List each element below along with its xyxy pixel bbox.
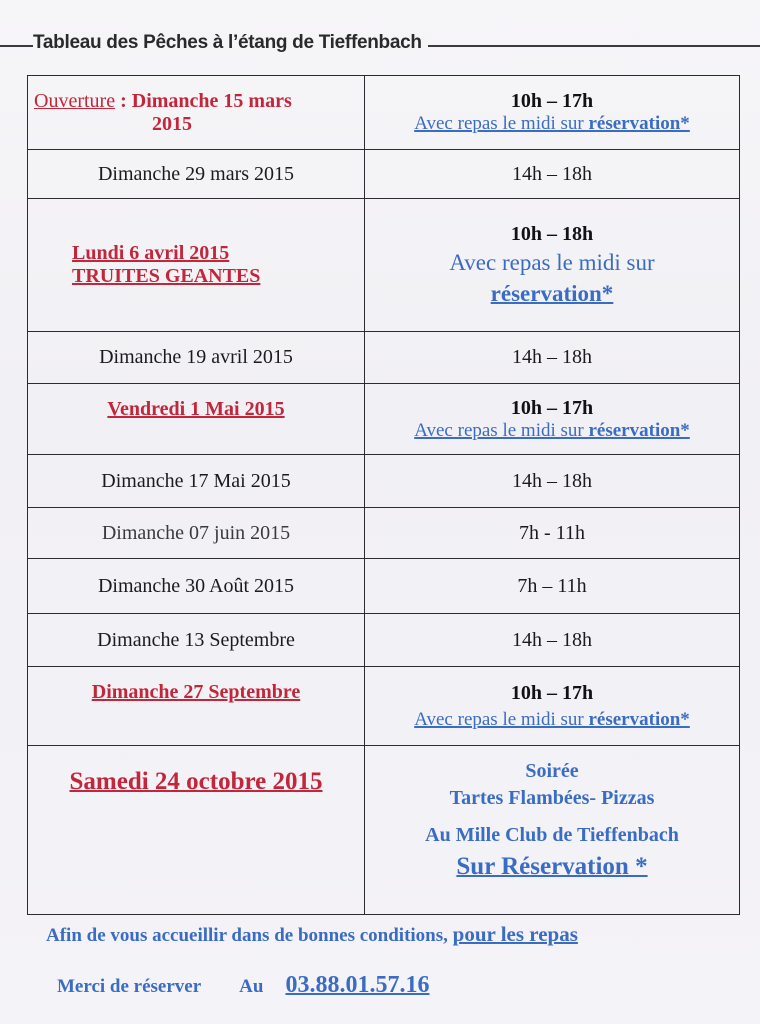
event-line: Tartes Flambées- Pizzas	[449, 787, 655, 809]
date-cell: Dimanche 29 mars 2015	[28, 150, 365, 199]
date-cell: Dimanche 13 Septembre	[28, 614, 365, 667]
footer-emphasis: pour les repas	[452, 922, 578, 946]
date-cell: Dimanche 19 avril 2015	[28, 332, 365, 384]
meal-note	[365, 709, 739, 731]
footer-line-1	[46, 922, 578, 947]
date-cell: Dimanche 30 Août 2015	[28, 559, 365, 614]
schedule-row	[28, 508, 740, 559]
page-title: Tableau des Pêches à l’étang de Tieffenbach	[33, 32, 428, 58]
event-line: Au Mille Club de Tieffenbach	[425, 824, 679, 846]
hours-text: 10h – 18h	[510, 223, 594, 246]
hours-cell: 7h - 11h	[365, 508, 740, 559]
event-date: Lundi 6 avril 2015	[72, 242, 230, 264]
hours-cell: 7h – 11h	[365, 559, 740, 614]
meal-note-text: Avec repas le midi sur	[449, 250, 655, 276]
event-details-cell	[365, 746, 740, 915]
schedule-row	[28, 559, 740, 614]
date-cell	[28, 746, 365, 915]
date-cell	[28, 76, 365, 150]
footer-text: Merci de réserver	[57, 976, 202, 997]
hours-cell	[365, 76, 740, 150]
schedule-row	[28, 150, 740, 199]
schedule-row	[28, 332, 740, 384]
meal-note-emphasis: réservation*	[588, 708, 690, 730]
meal-note-emphasis: réservation*	[588, 419, 690, 441]
meal-note	[365, 420, 739, 442]
hours-cell: 14h – 18h	[365, 455, 740, 508]
schedule-row	[28, 199, 740, 332]
schedule-row	[28, 76, 740, 150]
meal-note-text: Avec repas le midi sur	[414, 708, 589, 730]
footer-text: Afin de vous accueillir dans de bonnes conditions,	[46, 925, 453, 946]
date-cell	[28, 384, 365, 455]
schedule-row	[28, 614, 740, 667]
reservation-note: Sur Réservation *	[456, 853, 648, 880]
date-cell	[28, 667, 365, 746]
opening-date: Dimanche 15 mars	[131, 89, 292, 112]
hours-cell	[365, 384, 740, 455]
schedule-row	[28, 384, 740, 455]
event-title: TRUITES GEANTES	[72, 265, 261, 287]
meal-note-text: Avec repas le midi sur	[414, 113, 589, 135]
date-cell: Dimanche 17 Mai 2015	[28, 455, 365, 508]
date-cell: Dimanche 07 juin 2015	[28, 508, 365, 559]
hours-text: 10h – 17h	[510, 90, 594, 113]
footer-line-2	[57, 972, 429, 999]
hours-cell: 14h – 18h	[365, 150, 740, 199]
opening-year: 2015	[152, 112, 192, 135]
meal-note-text: Avec repas le midi sur	[414, 419, 589, 441]
schedule-row	[28, 667, 740, 746]
schedule-row	[28, 746, 740, 915]
event-date: Dimanche 27 Septembre	[91, 681, 301, 703]
hours-cell: 14h – 18h	[365, 614, 740, 667]
hours-text: 10h – 17h	[510, 681, 594, 704]
opening-separator: :	[115, 89, 132, 112]
hours-cell: 14h – 18h	[365, 332, 740, 384]
event-date: Samedi 24 octobre 2015	[69, 768, 323, 795]
hours-cell	[365, 199, 740, 332]
schedule-table	[27, 75, 740, 915]
opening-label: Ouverture	[34, 89, 116, 112]
event-line: Soirée	[525, 760, 579, 782]
event-date: Vendredi 1 Mai 2015	[107, 398, 285, 420]
date-cell	[28, 199, 365, 332]
meal-note-emphasis: réservation*	[588, 113, 690, 135]
hours-cell	[365, 667, 740, 746]
schedule-row	[28, 455, 740, 508]
footer-at: Au	[239, 976, 264, 997]
meal-note	[365, 113, 739, 135]
hours-text: 10h – 17h	[510, 396, 594, 419]
phone-number: 03.88.01.57.16	[285, 972, 430, 998]
meal-note-emphasis: réservation*	[490, 280, 614, 306]
